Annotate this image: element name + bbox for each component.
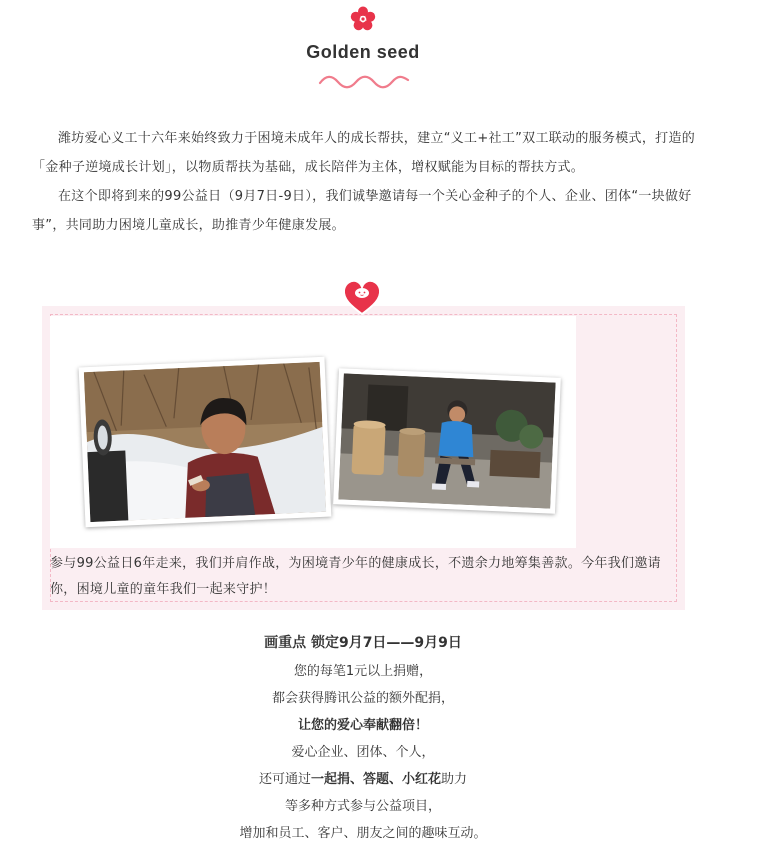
highlight-line-prefix: 还可通过 [258,772,311,787]
boy-in-snow-photo [79,357,332,528]
intro-section [32,124,702,240]
highlight-line: 都会获得腾讯公益的额外配捐， [271,691,454,706]
highlight-line: 等多种方式参与公益项目， [284,799,441,814]
intro-paragraph: 潍坊爱心义工十六年来始终致力于困境未成年人的成长帮扶，建立“义工+社工”双工联动的服务模式，打造的「金种子逆境成长计划」，以物质帮扶为基础，成长陪伴为主体，增权赋能为目标的帮扶方式。 [32,131,696,175]
page-title: Golden seed [306,42,420,62]
panel-caption-text: 参与99公益日6年走来，我们并肩作战，为困境青少年的健康成长，不遗余力地筹集善款。今年我们邀请你，困境儿童的童年我们一起来守护！ [50,556,661,597]
intro-paragraph: 在这个即将到来的99公益日（9月7日-9日），我们诚挚邀请每一个关心金种子的个人、企业、团体“一块做好事”，共同助力困境儿童成长，助推青少年健康发展。 [32,189,692,233]
highlight-line-bold: 一起捐、答题、小红花 [310,772,441,787]
highlight-line-emphasis: 让您的爱心奉献翻倍！ [297,718,428,733]
highlight-line-suffix: 助力 [441,772,468,787]
highlight-line-mixed [0,766,726,793]
highlight-line: 爱心企业、团体、个人， [291,745,435,760]
panel-caption [50,551,680,603]
smiling-heart-icon [341,276,383,318]
highlight-section [0,630,726,847]
wave-divider-icon [318,72,410,90]
child-in-courtyard-photo [333,368,561,514]
highlight-line: 增加和员工、客户、朋友之间的趣味互动。 [239,826,487,841]
flower-icon [350,6,376,32]
highlight-line: 您的每笔1元以上捐赠， [293,664,433,679]
highlight-title: 画重点 锁定9月7日——9月9日 [264,635,462,651]
